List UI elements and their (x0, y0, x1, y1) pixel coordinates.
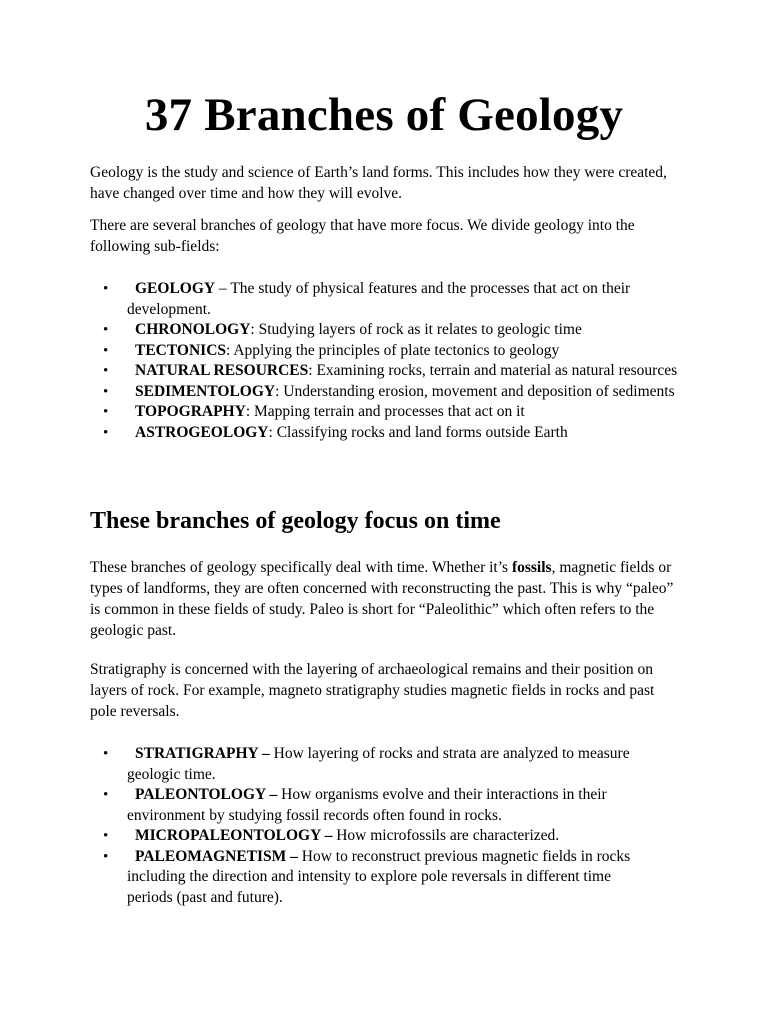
list-item (90, 279, 690, 320)
list-item (90, 847, 650, 909)
branch-description: How microfossils are characterized. (332, 827, 560, 844)
branch-description: Classifying rocks and land forms outside Earth (276, 423, 568, 441)
branch-description: The study of physical features and the processes that act on their development. (127, 280, 631, 318)
branch-term: STRATIGRAPHY – (135, 745, 270, 762)
branch-term: CHRONOLOGY (135, 321, 251, 338)
bullet-icon: • (103, 746, 109, 762)
branch-separator: : (250, 321, 259, 338)
bullet-icon: • (103, 363, 109, 379)
branch-term: MICROPALEONTOLOGY – (135, 827, 333, 844)
bullet-icon: • (103, 342, 109, 359)
list-item (90, 423, 690, 444)
bullet-icon: • (103, 383, 109, 400)
branch-description: How layering of rocks and strata are analyzed to measure geologic time. (127, 745, 630, 783)
time-paragraph-1-end: , magnetic fields or types of landforms, they are often concerned with reconstructing the past. This is why “paleo” is common in these fields of study. Paleo is short for “Paleolithic” which often refers to the geologic past. (90, 559, 674, 639)
branch-term: GEOLOGY (135, 280, 216, 297)
branch-separator: : (308, 362, 317, 379)
branch-separator: : (226, 341, 234, 359)
bullet-icon: • (103, 828, 109, 844)
branch-separator: : (275, 382, 284, 400)
bullet-icon: • (103, 281, 109, 297)
time-paragraph-2: Stratigraphy is concerned with the layering of archaeological remains and their position on layers of rock. For example, magneto stratigraphy studies magnetic fields in rocks and past pole reversals. (90, 661, 655, 720)
branch-term: ASTROGEOLOGY (135, 423, 269, 441)
branch-separator: – (215, 280, 231, 297)
intro-paragraph-2: There are several branches of geology that have more focus. We divide geology into the following sub-fields: (90, 217, 635, 255)
list-item (90, 361, 690, 382)
bullet-icon: • (103, 424, 109, 441)
list-item (90, 785, 650, 826)
branch-term: TECTONICS (135, 341, 227, 359)
bullet-icon: • (103, 322, 109, 338)
branch-description: How to reconstruct previous magnetic fields in rocks including the direction and intensity to explore pole reversals in different time periods (past and future). (127, 847, 631, 906)
branch-separator: : (245, 403, 254, 420)
time-branches-list (90, 744, 650, 908)
bullet-icon: • (103, 848, 109, 865)
fossils-term: fossils (511, 559, 552, 576)
branch-description: Studying layers of rock as it relates to geologic time (258, 321, 582, 338)
bullet-icon: • (103, 787, 109, 803)
branch-separator: : (268, 423, 277, 441)
branch-description: Mapping terrain and processes that act on it (254, 403, 525, 420)
branch-term: SEDIMENTOLOGY (135, 382, 276, 400)
bullet-icon: • (103, 404, 109, 420)
branches-list (90, 279, 690, 443)
branch-term: TOPOGRAPHY (135, 403, 246, 420)
branch-description: How organisms evolve and their interactions in their environment by studying fossil records often found in rocks. (127, 786, 607, 824)
section-heading: These branches of geology focus on time (90, 508, 501, 534)
branch-description: Examining rocks, terrain and material as natural resources (316, 362, 678, 379)
page-title: 37 Branches of Geology (144, 89, 624, 141)
list-item (90, 320, 690, 341)
branch-term: NATURAL RESOURCES (135, 362, 309, 379)
branch-term: PALEONTOLOGY – (135, 786, 278, 803)
branch-description: Understanding erosion, movement and deposition of sediments (283, 382, 675, 400)
list-item (90, 382, 690, 403)
branch-term: PALEOMAGNETISM – (135, 847, 298, 865)
list-item (90, 744, 650, 785)
list-item (90, 826, 650, 847)
time-paragraph-1-start: These branches of geology specifically deal with time. Whether it’s (90, 559, 512, 576)
branch-description: Applying the principles of plate tectonics to geology (233, 341, 560, 359)
time-paragraph-1 (90, 557, 680, 641)
list-item (90, 402, 690, 423)
list-item (90, 341, 690, 362)
intro-paragraph-1: Geology is the study and science of Earth’s land forms. This includes how they were created, have changed over time and how they will evolve. (90, 164, 667, 202)
